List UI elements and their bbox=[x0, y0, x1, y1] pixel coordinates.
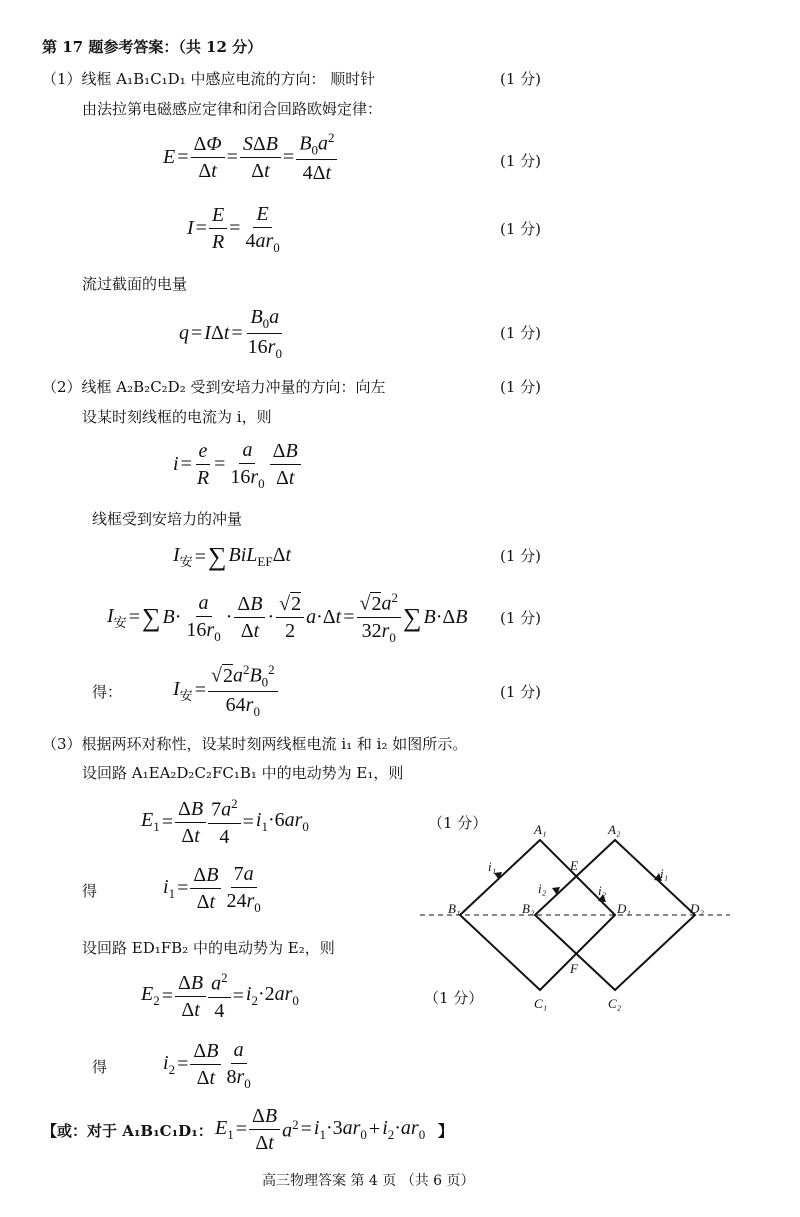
equation-impulse-result: $I_安$ = $\frac{√2a^2B_0^2}{64r_0}$ bbox=[172, 662, 279, 720]
label-i1-left: i₁ bbox=[488, 859, 497, 874]
part3-line2: 设回路 A₁EA₂D₂C₂FC₁B₁ 中的电动势为 E₁，则 bbox=[82, 764, 404, 782]
equation-e2: $E_2$ = $\frac{\Delta B}{\Delta t}$ $\frac{a^2}{4}$ = $i_2\cdot 2ar_0$ bbox=[141, 970, 299, 1022]
score-p2-result: (1 分) bbox=[500, 683, 542, 701]
score-p2-impulse-expanded: (1 分) bbox=[500, 609, 542, 627]
equation-impulse-sum: $I_安$ = ∑ BiL$_{EF}$Δt bbox=[173, 542, 292, 571]
equation-alt: $E_1$ = $\frac{\Delta B}{\Delta t}$ $a^2$ = $i_1\cdot 3ar_0$ + $i_2\cdot ar_0$ bbox=[215, 1105, 426, 1154]
score-p1-direction: (1 分) bbox=[500, 70, 542, 88]
equation-i1: $i_1$ = $\frac{\Delta B}{\Delta t}$ $\frac{7a}{24r_0}$ bbox=[163, 863, 261, 915]
alt-prefix: 【或：对于 A₁B₁C₁D₁： bbox=[42, 1122, 213, 1140]
score-p1-current: (1 分) bbox=[500, 220, 542, 238]
page-title: 第 17 题参考答案：（共 12 分） bbox=[42, 38, 263, 56]
equation-small-current: i = $\frac{e}{R}$ = $\frac{a}{16r_0}$ $\frac{\Delta B}{\Delta t}$ bbox=[172, 438, 302, 492]
alt-suffix: 】 bbox=[438, 1122, 454, 1140]
part3-line3: 设回路 ED₁FB₂ 中的电动势为 E₂，则 bbox=[82, 939, 335, 957]
equation-i2: $i_2$ = $\frac{\Delta B}{\Delta t}$ $\frac{a}{8r_0}$ bbox=[163, 1039, 251, 1091]
score-p2-impulse-sum: (1 分) bbox=[500, 547, 542, 565]
equation-charge: q = IΔt = $\frac{B_0a}{16r_0}$ bbox=[179, 306, 282, 361]
equation-impulse-expanded: $I_安$ = ∑ B· $\frac{a}{16r_0}$ · $\frac{\Delta B}{\Delta t}$ · $\frac{√2}{2}$ a·Δt = $\frac{√2a^2}{32r_0}$ ∑ B·ΔB bbox=[107, 590, 468, 645]
part1-line1: （1）线框 A₁B₁C₁D₁ 中感应电流的方向： 顺时针 bbox=[42, 70, 376, 88]
label-e: E bbox=[570, 858, 578, 873]
part2-de: 得： bbox=[92, 683, 123, 701]
label-a2: A₂ bbox=[608, 822, 621, 837]
label-c2: C₂ bbox=[608, 996, 622, 1011]
label-i2-b: i₂ bbox=[598, 883, 607, 898]
part2-line2: 设某时刻线框的电流为 i，则 bbox=[82, 408, 272, 426]
label-f: F bbox=[570, 961, 578, 976]
two-frames-diagram bbox=[410, 815, 740, 1020]
equation-current: I = $\frac{E}{R}$ = $\frac{E}{4ar_0}$ bbox=[187, 203, 280, 255]
equation-emf: E = $\frac{\Delta\Phi}{\Delta t}$ = $\frac{\text{SΔB}}{\Delta t}$ = $\frac{B_0a^2}{4\Delta t}$ bbox=[162, 130, 338, 185]
part2-line1: （2）线框 A₂B₂C₂D₂ 受到安培力冲量的方向：向左 bbox=[42, 378, 386, 396]
part3-de1: 得 bbox=[82, 882, 98, 900]
label-a1: A₁ bbox=[534, 822, 547, 837]
part1-line2: 由法拉第电磁感应定律和闭合回路欧姆定律： bbox=[82, 100, 383, 118]
page-footer: 高三物理答案 第 4 页 （共 6 页） bbox=[262, 1173, 475, 1189]
charge-label: 流过截面的电量 bbox=[82, 275, 188, 293]
label-d1: D₁ bbox=[617, 901, 631, 916]
label-d2: D₂ bbox=[690, 901, 704, 916]
label-b2: B₂ bbox=[522, 901, 535, 916]
label-i1-right: i₁ bbox=[660, 866, 669, 881]
label-b1: B₁ bbox=[448, 901, 461, 916]
part3-line1: （3）根据两环对称性，设某时刻两线框电流 i₁ 和 i₂ 如图所示。 bbox=[42, 735, 468, 753]
label-c1: C₁ bbox=[534, 996, 548, 1011]
score-p2-direction: (1 分) bbox=[500, 378, 542, 396]
score-p1-emf: (1 分) bbox=[500, 152, 542, 170]
part3-de2: 得 bbox=[92, 1058, 108, 1076]
score-p3-e2: （1 分） bbox=[424, 989, 484, 1007]
score-p3-e1: （1 分） bbox=[428, 814, 488, 832]
equation-e1: $E_1$ = $\frac{\Delta B}{\Delta t}$ $\frac{7a^2}{4}$ = $i_1\cdot 6ar_0$ bbox=[141, 796, 309, 848]
score-p1-charge: (1 分) bbox=[500, 324, 542, 342]
label-i2-a: i₂ bbox=[538, 881, 547, 896]
impulse-label: 线框受到安培力的冲量 bbox=[92, 510, 243, 528]
